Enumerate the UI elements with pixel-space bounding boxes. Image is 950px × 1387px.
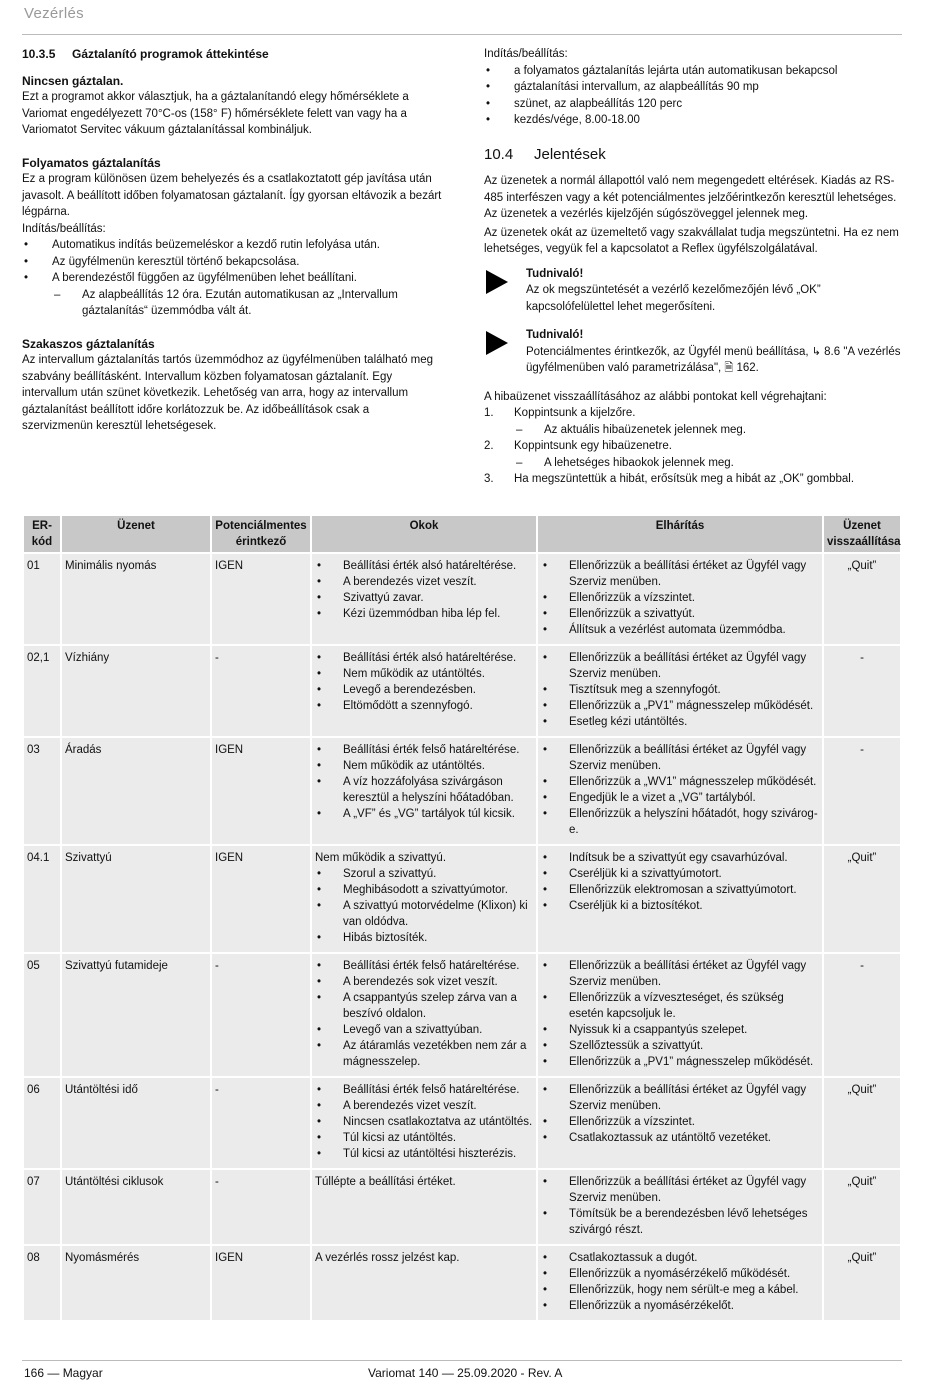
table-row — [24, 738, 900, 844]
list-item: • Ellenőrizzük a beállítási értéket az Ügyfél vagy Szerviz menüben. — [541, 1174, 819, 1206]
list-item: • Ellenőrizzük a vízveszteséget, és szükség esetén kapcsoljuk le. — [541, 990, 819, 1022]
error-code-cell: 06 — [24, 1078, 60, 1168]
note-1 — [484, 266, 904, 316]
message-cell: Minimális nyomás — [62, 554, 210, 644]
list-item: • Cseréljük ki a biztosítékot. — [541, 898, 819, 914]
column-header: Üzenet visszaállítása — [824, 516, 900, 552]
no-degas-block — [22, 73, 442, 139]
continuous-bullets — [22, 237, 442, 287]
list-item: • Beállítási érték felső határeltérése. — [315, 742, 533, 758]
list-item: • Beállítási érték alsó határeltérése. — [315, 558, 533, 574]
list-item: • Túl kicsi az utántöltési hiszterézis. — [315, 1146, 533, 1162]
list-item: • Ellenőrizzük a beállítási értéket az Ügyfél vagy Szerviz menüben. — [541, 958, 819, 990]
continuous-start-label: Indítás/beállítás: — [22, 222, 106, 235]
list-item: • Ellenőrizzük a szivattyút. — [541, 606, 819, 622]
list-item: • Hibás biztosíték. — [315, 930, 533, 946]
reset-cell: „Quit” — [824, 1170, 900, 1244]
list-item: • a folyamatos gáztalanítás lejárta után automatikusan bekapcsol — [484, 63, 904, 80]
cause-lead: A vezérlés rossz jelzést kap. — [315, 1252, 460, 1264]
table-row — [24, 1246, 900, 1320]
list-item: • Tisztítsuk meg a szennyfogót. — [541, 682, 819, 698]
remedy-cell — [538, 646, 822, 736]
document-info: Variomat 140 — 25.09.2020 - Rev. A — [368, 1366, 563, 1380]
list-item: • Ellenőrizzük a helyszíni hőátadót, hogy szivárog-e. — [541, 806, 819, 838]
causes-cell — [312, 954, 536, 1076]
list-item: • Nincsen csatlakoztatva az utántöltés. — [315, 1114, 533, 1130]
list-item: • Kézi üzemmódban hiba lép fel. — [315, 606, 533, 622]
error-code-cell: 02,1 — [24, 646, 60, 736]
error-code-cell: 01 — [24, 554, 60, 644]
continuous-dash-list — [22, 287, 442, 320]
list-item: • Csatlakoztassuk az utántöltő vezetéket. — [541, 1130, 819, 1146]
reset-cell: - — [824, 954, 900, 1076]
causes-cell — [312, 646, 536, 736]
causes-cell — [312, 554, 536, 644]
list-item: • Beállítási érték felső határeltérése. — [315, 1082, 533, 1098]
message-cell: Szivattyú futamideje — [62, 954, 210, 1076]
potential-free-cell: - — [212, 1170, 310, 1244]
messages-paragraph-1: Az üzenetek a normál állapottól való nem megengedett eltérések. Kiadás az RS-485 interfészen vagy a két potenciálmentes jelzőérintkezőn keresztül lehetséges. Az üzenetek a vezérlés kijelzőjén súgószöveggel jelennek meg. — [484, 175, 897, 220]
list-item: • Meghibásodott a szivattyúmotor. — [315, 882, 533, 898]
causes-cell — [312, 738, 536, 844]
page-number: 166 — Magyar — [24, 1366, 103, 1380]
reset-cell: - — [824, 738, 900, 844]
list-item: • gáztalanítási intervallum, az alapbeállítás 90 mp — [484, 79, 904, 96]
list-item: • Túl kicsi az utántöltés. — [315, 1130, 533, 1146]
list-item: • Ellenőrizzük a nyomásérzékelőt. — [541, 1298, 819, 1314]
message-cell: Nyomásmérés — [62, 1246, 210, 1320]
list-item: • A víz hozzáfolyása szivárgáson keresztül a helyszíni hőátadóban. — [315, 774, 533, 806]
remedy-cell — [538, 954, 822, 1076]
step-sub: – A lehetséges hibaokok jelennek meg. — [514, 455, 904, 472]
error-code-cell: 05 — [24, 954, 60, 1076]
list-item: • Szivattyú zavar. — [315, 590, 533, 606]
list-item: • Tömítsük be a berendezésben lévő lehetséges szivárgó részt. — [541, 1206, 819, 1238]
interval-title: Szakaszos gáztalanítás — [22, 336, 155, 351]
section-number: 10.3.5 — [22, 47, 56, 61]
reset-cell: „Quit” — [824, 554, 900, 644]
list-item: • Ellenőrizzük a vízszintet. — [541, 1114, 819, 1130]
list-item: • A csappantyús szelep zárva van a beszívó oldalon. — [315, 990, 533, 1022]
table-row — [24, 646, 900, 736]
potential-free-cell: - — [212, 646, 310, 736]
list-item: • Az ügyfélmenün keresztül történő bekapcsolása. — [22, 254, 442, 271]
list-item: • Levegő van a szivattyúban. — [315, 1022, 533, 1038]
section-title: Gáztalanító programok áttekintése — [72, 47, 269, 61]
section-heading-10-4 — [484, 147, 904, 164]
continuous-block — [22, 155, 442, 320]
page-icon: 🗎 — [724, 362, 734, 374]
reset-cell: „Quit” — [824, 1078, 900, 1168]
reset-steps — [484, 405, 904, 488]
list-item: • Ellenőrizzük a „PV1” mágnesszelep működését. — [541, 698, 819, 714]
interval-text: Az intervallum gáztalanítás tartós üzemmódhoz az ügyfélmenüben található meg szabvány beállításként. Intervallum közben folyamatosan gáztalanít. Egy intervallum után szünet következik. Lehetőség van arra, hogy az intervallum gáztalanítást beállított időre korlátozzuk be. Az időbeállítások csak a szervizmenün keresztül lehetségesek. — [22, 354, 434, 432]
column-header: Üzenet — [62, 516, 210, 552]
column-header: Elhárítás — [538, 516, 822, 552]
list-item: • Ellenőrizzük a „PV1” mágnesszelep működését. — [541, 1054, 819, 1070]
causes-cell — [312, 1078, 536, 1168]
table-body — [24, 554, 900, 1320]
interval-bullets — [484, 63, 904, 129]
list-item: • Eltömődött a szennyfogó. — [315, 698, 533, 714]
message-cell: Utántöltési ciklusok — [62, 1170, 210, 1244]
remedy-cell — [538, 1246, 822, 1320]
cause-lead: Túllépte a beállítási értéket. — [315, 1176, 456, 1188]
reset-cell: „Quit” — [824, 846, 900, 952]
step-item: 2. Koppintsunk egy hibaüzenetre. – A lehetséges hibaokok jelennek meg. — [484, 438, 904, 471]
list-item: • Állítsuk a vezérlést automata üzemmódba. — [541, 622, 819, 638]
step-item: 1. Koppintsunk a kijelzőre. – Az aktuális hibaüzenetek jelennek meg. — [484, 405, 904, 438]
column-header: Potenciálmentes érintkező — [212, 516, 310, 552]
header-rule — [22, 34, 902, 35]
table-row — [24, 1170, 900, 1244]
note-title: Tudnivaló! — [526, 267, 584, 280]
reset-intro: A hibaüzenet visszaállításához az alábbi pontokat kell végrehajtani: — [484, 390, 827, 403]
potential-free-cell: IGEN — [212, 1246, 310, 1320]
error-code-cell: 03 — [24, 738, 60, 844]
step-item: 3. Ha megszüntettük a hibát, erősítsük meg a hibát az „OK” gombbal. — [484, 473, 855, 485]
error-code-cell: 07 — [24, 1170, 60, 1244]
section-number: 10.4 — [484, 145, 514, 163]
note-2 — [484, 327, 904, 377]
list-item: • A berendezés sok vizet veszít. — [315, 974, 533, 990]
column-header: Okok — [312, 516, 536, 552]
list-item: • Automatikus indítás beüzemeléskor a kezdő rutin lefolyása után. — [22, 237, 442, 254]
remedy-cell — [538, 738, 822, 844]
section-title: Jelentések — [534, 145, 606, 163]
list-item: • Szellőztessük a szivattyút. — [541, 1038, 819, 1054]
footer-rule — [22, 1360, 902, 1361]
message-cell: Szivattyú — [62, 846, 210, 952]
step-sub: – Az aktuális hibaüzenetek jelennek meg. — [514, 422, 904, 439]
message-cell: Áradás — [62, 738, 210, 844]
message-cell: Utántöltési idő — [62, 1078, 210, 1168]
no-degas-text: Ezt a programot akkor választjuk, ha a gáztalanítandó elegy hőmérséklete a Variomat engedélyezett 70°C-os (158° F) hőmérséklete felett van vagy ha a Variomatot Servitec vákuum gáztalanítással kombináljuk. — [22, 91, 409, 136]
no-degas-title: Nincsen gáztalan. — [22, 73, 124, 88]
list-item: • Csatlakoztassuk a dugót. — [541, 1250, 819, 1266]
note-arrow-icon — [486, 270, 508, 294]
list-item: • Nem működik az utántöltés. — [315, 758, 533, 774]
list-item: • Az átáramlás vezetékben nem zár a mágnesszelep. — [315, 1038, 533, 1070]
list-item: • A berendezés vizet veszít. — [315, 574, 533, 590]
potential-free-cell: - — [212, 1078, 310, 1168]
causes-cell — [312, 846, 536, 952]
message-cell: Vízhiány — [62, 646, 210, 736]
list-item: • Ellenőrizzük, hogy nem sérült-e meg a kábel. — [541, 1282, 819, 1298]
table-row — [24, 954, 900, 1076]
list-item: • szünet, az alapbeállítás 120 perc — [484, 96, 904, 113]
error-message-table — [22, 514, 902, 1322]
column-header: ER-kód — [24, 516, 60, 552]
list-item: • Ellenőrizzük a beállítási értéket az Ügyfél vagy Szerviz menüben. — [541, 1082, 819, 1114]
note-title: Tudnivaló! — [526, 329, 584, 341]
list-item: • Indítsuk be a szivattyút egy csavarhúzóval. — [541, 850, 819, 866]
list-item: • Nyissuk ki a csappantyús szelepet. — [541, 1022, 819, 1038]
table-row — [24, 554, 900, 644]
list-item: • Cseréljük ki a szivattyúmotort. — [541, 866, 819, 882]
list-item: • Beállítási érték alsó határeltérése. — [315, 650, 533, 666]
list-item: • A berendezéstől függően az ügyfélmenüben lehet beállítani. — [22, 270, 442, 287]
continuous-title: Folyamatos gáztalanítás — [22, 155, 161, 170]
list-item: – Az alapbeállítás 12 óra. Ezután automatikusan az „Intervallum gáztalanítás“ üzemmódba vált át. — [52, 287, 442, 320]
potential-free-cell: - — [212, 954, 310, 1076]
list-item: • Nem működik az utántöltés. — [315, 666, 533, 682]
causes-cell — [312, 1246, 536, 1320]
reset-cell: „Quit” — [824, 1246, 900, 1320]
note-arrow-icon — [486, 331, 508, 355]
messages-paragraph-2: Az üzenetek okát az üzemeltető vagy szakvállalat tudja megszüntetni. Ha ez nem lehetséges, vegyük fel a kapcsolatot a Reflex ügyfélszolgálatával. — [484, 226, 899, 255]
list-item: • A berendezés vizet veszít. — [315, 1098, 533, 1114]
table-header-row — [24, 516, 900, 552]
potential-free-cell: IGEN — [212, 738, 310, 844]
cross-reference-icon: ↳ — [811, 345, 821, 358]
left-column — [22, 46, 442, 451]
reset-cell: - — [824, 646, 900, 736]
interval-block — [22, 336, 442, 435]
list-item: • A „VF” és „VG” tartályok túl kicsik. — [315, 806, 533, 822]
list-item: • Esetleg kézi utántöltés. — [541, 714, 819, 730]
remedy-cell — [538, 554, 822, 644]
list-item: • Szorul a szivattyú. — [315, 866, 533, 882]
right-column — [484, 46, 904, 488]
list-item: • Ellenőrizzük a vízszintet. — [541, 590, 819, 606]
list-item: • Ellenőrizzük a beállítási értéket az Ügyfél vagy Szerviz menüben. — [541, 558, 819, 590]
remedy-cell — [538, 1078, 822, 1168]
error-code-cell: 04.1 — [24, 846, 60, 952]
list-item: • Ellenőrizzük a beállítási értéket az Ügyfél vagy Szerviz menüben. — [541, 650, 819, 682]
note-text: Az ok megszüntetését a vezérlő kezelőmezőjén lévő „OK” kapcsolófelülettel lehet megerősíteni. — [526, 284, 821, 313]
remedy-cell — [538, 1170, 822, 1244]
list-item: • Ellenőrizzük a nyomásérzékelő működését. — [541, 1266, 819, 1282]
continuous-text: Ez a program különösen üzem behelyezés és a csatlakoztatott gép javítása után javasolt. A beállított időben folyamatosan gáztalanít. Így gyorsan eltávozik a bezárt légpárna. — [22, 173, 442, 218]
list-item: • Ellenőrizzük elektromosan a szivattyúmotort. — [541, 882, 819, 898]
error-code-cell: 08 — [24, 1246, 60, 1320]
remedy-cell — [538, 846, 822, 952]
table-row — [24, 846, 900, 952]
interval-start-label: Indítás/beállítás: — [484, 48, 568, 60]
running-header: Vezérlés — [24, 5, 84, 22]
note-text: Potenciálmentes érintkezők, az Ügyfél menü beállítása, ↳ 8.6 "A vezérlés ügyfélmenüben való parametrizálása", 🗎 162. — [526, 345, 901, 374]
list-item: • Beállítási érték felső határeltérése. — [315, 958, 533, 974]
list-item: • Ellenőrizzük a „WV1” mágnesszelep működését. — [541, 774, 819, 790]
potential-free-cell: IGEN — [212, 554, 310, 644]
list-item: • Levegő a berendezésben. — [315, 682, 533, 698]
list-item: • A szivattyú motorvédelme (Klixon) ki van oldódva. — [315, 898, 533, 930]
table-row — [24, 1078, 900, 1168]
causes-cell — [312, 1170, 536, 1244]
list-item: • Ellenőrizzük a beállítási értéket az Ügyfél vagy Szerviz menüben. — [541, 742, 819, 774]
cause-lead: Nem működik a szivattyú. — [315, 852, 447, 864]
list-item: • Engedjük le a vizet a „VG” tartályból. — [541, 790, 819, 806]
potential-free-cell: IGEN — [212, 846, 310, 952]
section-heading-10-3-5 — [22, 46, 442, 63]
list-item: • kezdés/vége, 8.00-18.00 — [484, 112, 904, 129]
